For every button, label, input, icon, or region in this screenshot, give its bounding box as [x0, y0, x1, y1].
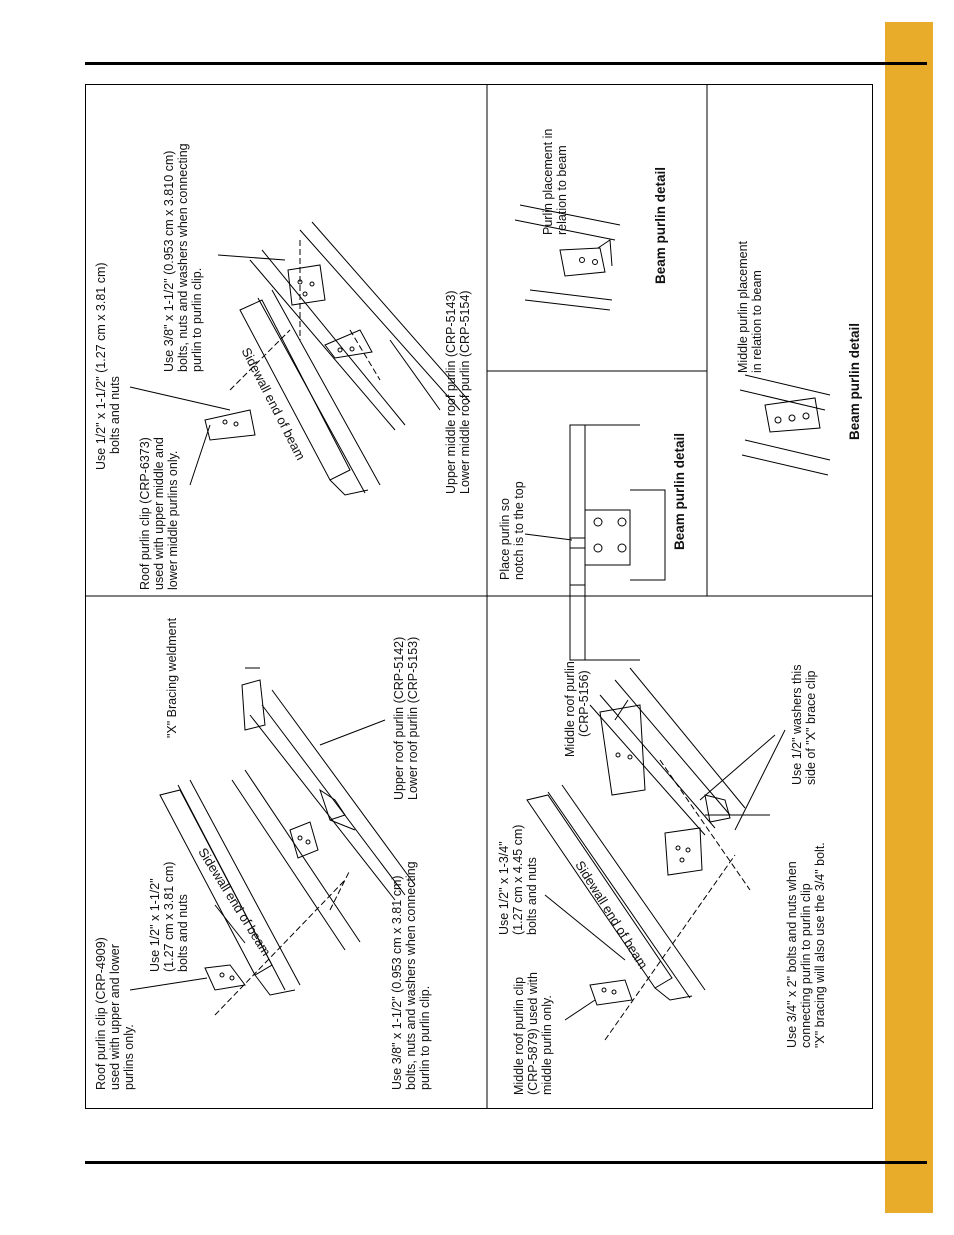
panel-b-clip-label: Roof purlin clip (CRP-6373) used with upper middle and lower middle purlins only. [138, 437, 180, 590]
panel-c-washer-label: Use 1/2" washers this side of "X" brace clip [790, 664, 818, 785]
panel-f-detail-title: Beam purlin detail [847, 322, 862, 440]
panel-b-bolt-38-label: Use 3/8" x 1-1/2" (0.953 cm x 3.810 cm) bolts, nuts and washers when connecting purlin to purlin clip. [162, 143, 204, 372]
panel-b-beam-label: Sidewall end of beam [238, 345, 309, 463]
panel-e-detail-title: Beam purlin detail [653, 166, 668, 284]
panel-a-beam-label: Sidewall end of beam [195, 845, 274, 959]
panel-a-purlin-label: Upper roof purlin (CRP-5142) Lower roof purlin (CRP-5153) [392, 636, 420, 800]
panel-b-bolt-half-label: Use 1/2" x 1-1/2" (1.27 cm x 3.81 cm) bolts and nuts [94, 262, 122, 470]
panel-c-beam-label: Sidewall end of beam [572, 858, 651, 972]
panel-f-placement-label: Middle purlin placement in relation to beam [736, 240, 764, 373]
panel-d-notch-label: Place purlin so notch is to the top [498, 481, 526, 580]
panel-a-bolt-38-label: Use 3/8" x 1-1/2" (0.953 cm x 3.81 cm) bolts, nuts and washers when connecting purlin to purlin clip. [390, 861, 432, 1090]
panel-b-purlin-label: Upper middle roof purlin (CRP-5143) Lower middle roof purlin (CRP-5154) [444, 290, 472, 494]
panel-a-clip-label: Roof purlin clip (CRP-4909) used with upper and lower purlins only. [94, 937, 136, 1090]
panel-f-drawing [740, 375, 830, 475]
panel-c-clip-label: Middle roof purlin clip (CRP-5879) used with middle purlin only. [512, 972, 554, 1095]
panel-a-bolt-half-label: Use 1/2" x 1-1/2" (1.27 cm x 3.81 cm) bolts and nuts [148, 861, 190, 972]
panel-c-purlin-label: Middle roof purlin (CRP-5156) [563, 661, 591, 757]
panel-a-xbrace-label: "X" Bracing weldment [165, 617, 179, 738]
panel-e-placement-label: Purlin placement in relation to beam [541, 128, 569, 235]
panel-c-bolt-2-label: Use 3/4" x 2" bolts and nuts when connecting purlin to purlin clip "X" bracing will also use the 3/4" bolt. [785, 842, 827, 1048]
panel-d-drawing [525, 425, 665, 660]
panel-d-detail-title: Beam purlin detail [672, 432, 687, 550]
panel-c-bolt-34-label: Use 1/2" x 1-3/4" (1.27 cm x 4.45 cm) bolts and nuts [497, 824, 539, 935]
